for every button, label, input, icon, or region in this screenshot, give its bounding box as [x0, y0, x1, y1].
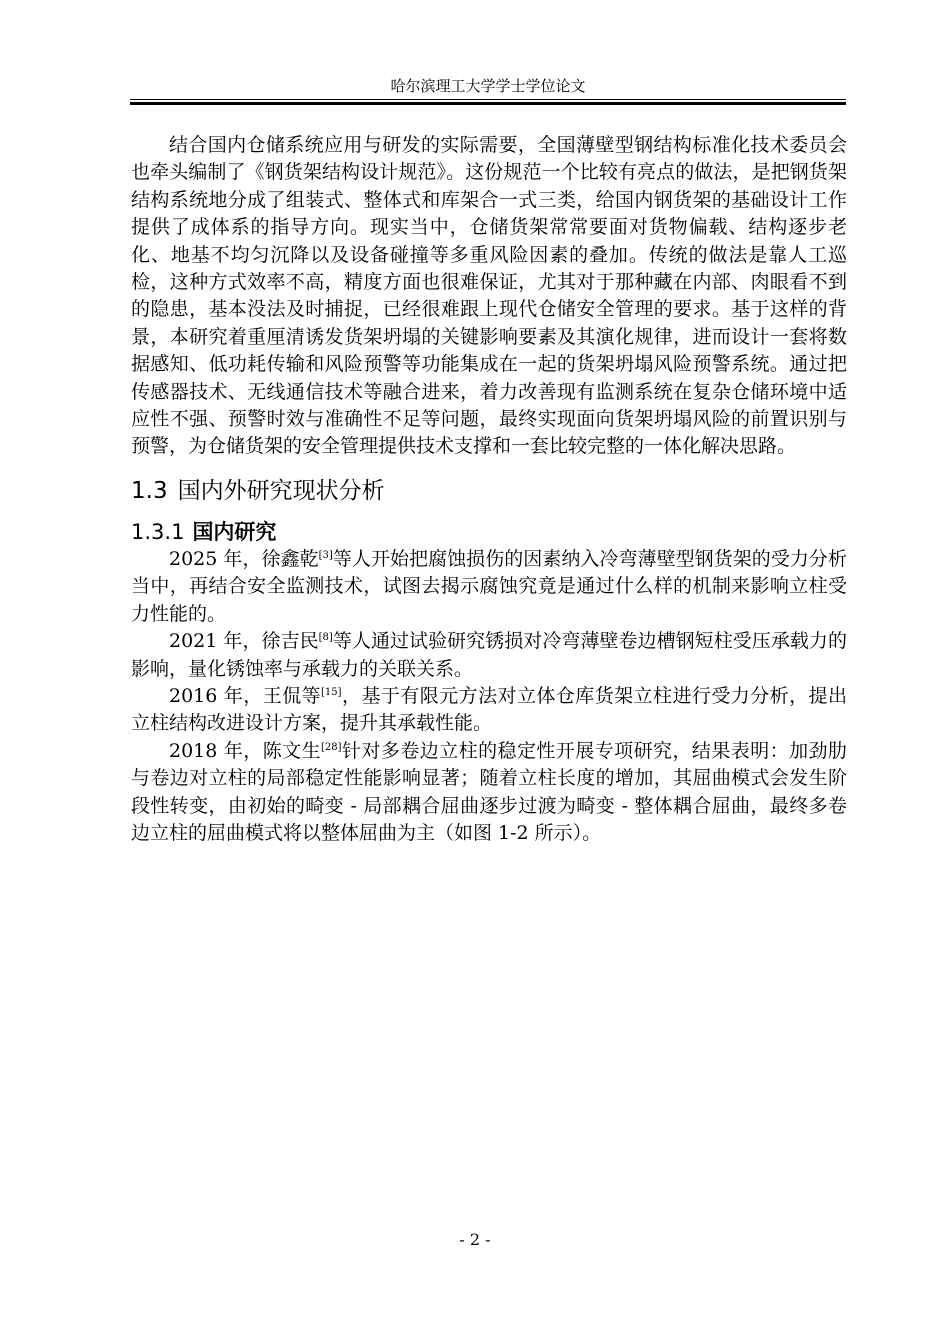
subsection-number: 1.3.1 [131, 519, 185, 544]
document-body [131, 132, 847, 847]
ref-lead: 2025 年，徐鑫乾 [169, 547, 319, 570]
running-header: 哈尔滨理工大学学士学位论文 [390, 77, 586, 95]
subsection-title: 国内研究 [192, 519, 277, 544]
ref-paragraph-3 [131, 683, 847, 738]
ref-lead: 2018 年，陈文生 [169, 739, 322, 762]
citation-mark: [3] [318, 549, 333, 561]
ref-paragraph-2 [131, 628, 847, 683]
citation-mark: [15] [321, 686, 342, 698]
ref-text: 针对多卷边立柱的稳定性开展专项研究，结果表明：加劲肋与卷边对立柱的局部稳定性能影响显著；随着立柱长度的增加，其屈曲模式会发生阶段性转变，由初始的畸变 - 局部耦合屈曲逐步过渡为畸变 - 整体耦合屈曲，最终多卷边立柱的屈曲模式将以整体屈曲为主（如图 1-2 所示）。 [131, 739, 847, 844]
citation-mark: [28] [321, 741, 342, 753]
header-rule-thick [130, 102, 846, 105]
ref-lead: 2021 年，徐吉民 [169, 630, 319, 653]
header-rule-thin [130, 99, 846, 100]
ref-text: ，基于有限元方法对立体仓库货架立柱进行受力分析，提出立柱结构改进设计方案，提升其承载性能。 [131, 684, 847, 735]
section-title: 国内外研究现状分析 [177, 477, 385, 504]
page-number: - 2 - [459, 1230, 491, 1249]
intro-paragraph: 结合国内仓储系统应用与研发的实际需要，全国薄壁型钢结构标准化技术委员会也牵头编制了《钢货架结构设计规范》。这份规范一个比较有亮点的做法，是把钢货架结构系统地分成了组装式、整体式和库架合一式三类，给国内钢货架的基础设计工作提供了成体系的指导方向。现实当中，仓储货架常常要面对货物偏载、结构逐步老化、地基不均匀沉降以及设备碰撞等多重风险因素的叠加。传统的做法是靠人工巡检，这种方式效率不高，精度方面也很难保证，尤其对于那种藏在内部、肉眼看不到的隐患，基本没法及时捕捉，已经很难跟上现代仓储安全管理的要求。基于这样的背景，本研究着重厘清诱发货架坍塌的关键影响要素及其演化规律，进而设计一套将数据感知、低功耗传输和风险预警等功能集成在一起的货架坍塌风险预警系统。通过把传感器技术、无线通信技术等融合进来，着力改善现有监测系统在复杂仓储环境中适应性不强、预警时效与准确性不足等问题，最终实现面向货架坍塌风险的前置识别与预警，为仓储货架的安全管理提供技术支撑和一套比较完整的一体化解决思路。 [131, 134, 847, 458]
ref-paragraph-1 [131, 546, 847, 628]
ref-paragraph-4 [131, 738, 847, 848]
section-heading [131, 476, 847, 506]
citation-mark: [8] [318, 632, 333, 644]
subsection-heading [131, 518, 847, 546]
section-number: 1.3 [131, 477, 168, 504]
ref-lead: 2016 年，王侃等 [169, 684, 322, 707]
ref-text: 等人通过试验研究锈损对冷弯薄壁卷边槽钢短柱受压承载力的影响，量化锈蚀率与承载力的关联关系。 [131, 630, 847, 680]
ref-text: 等人开始把腐蚀损伤的因素纳入冷弯薄壁型钢货架的受力分析当中，再结合安全监测技术，试图去揭示腐蚀究竟是通过什么样的机制来影响立柱受力性能的。 [131, 547, 847, 625]
